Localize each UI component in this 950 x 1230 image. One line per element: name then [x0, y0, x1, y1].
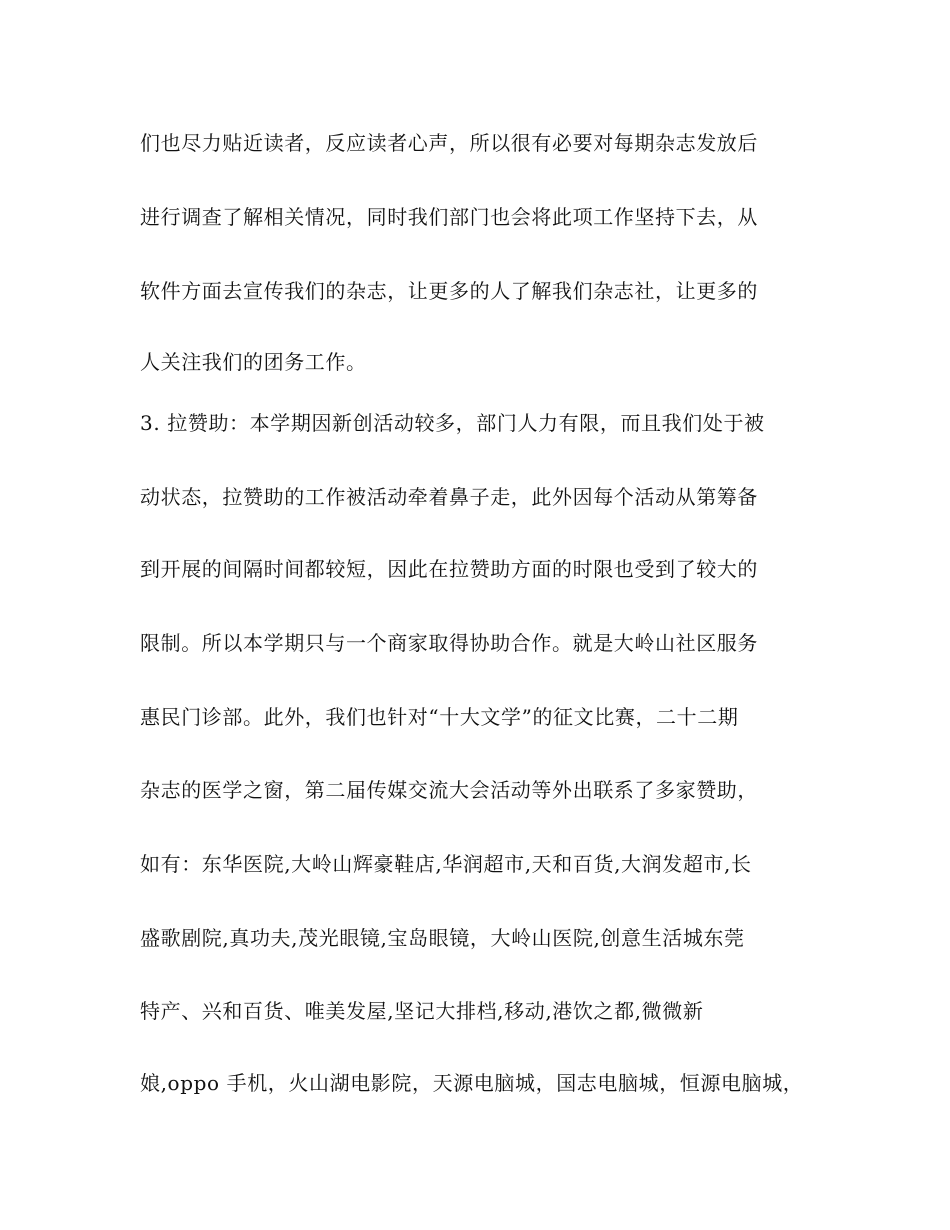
paragraph-line: 到开展的间隔时间都较短，因此在拉赞助方面的时限也受到了较大的 — [140, 557, 758, 581]
paragraph-line: 杂志的医学之窗，第二届传媒交流大会活动等外出联系了多家赞助， — [140, 778, 758, 802]
paragraph-line: 盛歌剧院,真功夫,茂光眼镜,宝岛眼镜，大岭山医院,创意生活城东莞 — [140, 926, 745, 950]
paragraph-line: 人关注我们的团务工作。 — [140, 350, 367, 374]
paragraph-line: 特产、兴和百货、唯美发屋,坚记大排档,移动,港饮之都,微微新 — [140, 999, 704, 1023]
paragraph-line: 限制。所以本学期只与一个商家取得协助合作。就是大岭山社区服务 — [140, 631, 758, 655]
paragraph-line: 进行调查了解相关情况，同时我们部门也会将此项工作坚持下去，从 — [140, 205, 758, 229]
paragraph-line: 动状态，拉赞助的工作被活动牵着鼻子走，此外因每个活动从第筹备 — [140, 485, 758, 509]
paragraph-line: 们也尽力贴近读者，反应读者心声，所以很有必要对每期杂志发放后 — [140, 131, 758, 155]
paragraph-line: 软件方面去宣传我们的杂志，让更多的人了解我们杂志社，让更多的 — [140, 279, 758, 303]
paragraph-line: 如有：东华医院,大岭山辉豪鞋店,华润超市,天和百货,大润发超市,长 — [140, 852, 752, 876]
paragraph-line: 惠民门诊部。此外，我们也针对“十大文学”的征文比赛，二十二期 — [140, 705, 739, 729]
paragraph-line: 娘,oppo 手机，火山湖电影院，天源电脑城，国志电脑城，恒源电脑城， — [140, 1071, 804, 1095]
paragraph-line: 3. 拉赞助：本学期因新创活动较多，部门人力有限，而且我们处于被 — [140, 411, 765, 435]
